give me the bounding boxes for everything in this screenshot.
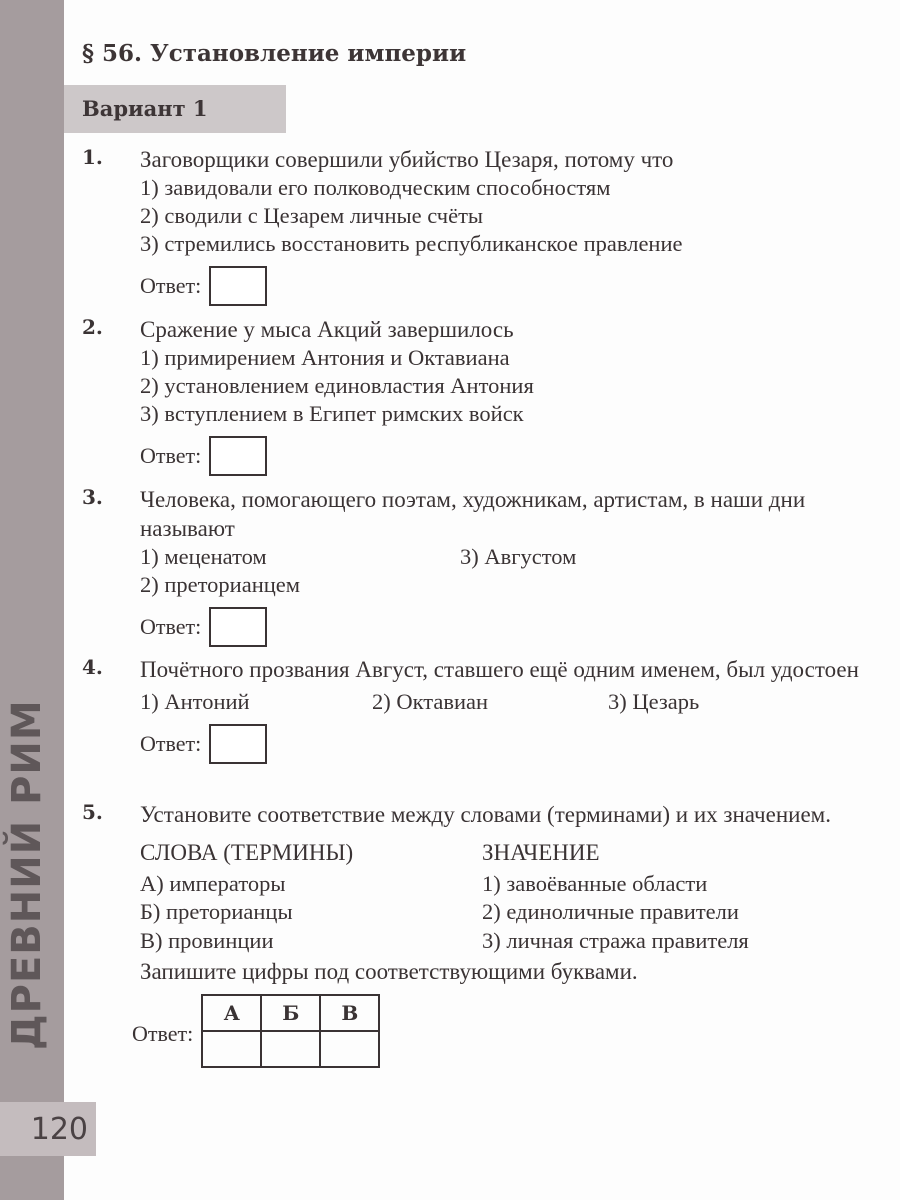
section-title: § 56. Установление империи (82, 40, 467, 67)
answer-cell-a[interactable] (202, 1031, 261, 1067)
answer-box[interactable] (209, 724, 267, 764)
answer-table (201, 994, 380, 1068)
answer-row (140, 436, 882, 476)
answer-label: Ответ: (140, 731, 202, 756)
term-v: В) провинции (140, 927, 274, 953)
option-1: 1) примирением Антония и Октавиана (140, 345, 510, 370)
meaning-3: 3) личная стража правителя (482, 927, 749, 953)
answer-label: Ответ: (132, 1021, 194, 1046)
option-2: 2) Октавиан (372, 689, 489, 714)
question-number: 5. (82, 800, 103, 824)
question-number: 4. (82, 655, 103, 679)
sidebar-vertical-title: ДРЕВНИЙ РИМ (4, 699, 50, 1050)
question-text: Почётного прозвания Август, ставшего ещё одним именем, был удостоен (140, 657, 859, 682)
terms-column (140, 839, 482, 955)
question-4 (82, 655, 882, 764)
option-3: 3) вступлением в Египет римских войск (140, 401, 524, 426)
meanings-header: ЗНАЧЕНИЕ (482, 840, 600, 865)
question-text: Человека, помогающего поэтам, художникам, артистам, в наши дни называют (140, 487, 806, 541)
answer-box[interactable] (209, 266, 267, 306)
option-3: 3) Августом (460, 544, 577, 569)
option-1: 1) завидовали его полководческим способностям (140, 175, 611, 200)
table-header-b: Б (261, 995, 320, 1031)
meanings-column (482, 839, 749, 955)
answer-label: Ответ: (140, 443, 202, 468)
option-3: 3) Цезарь (608, 689, 700, 714)
answer-box[interactable] (209, 607, 267, 647)
option-2: 2) преторианцем (140, 572, 301, 597)
option-2: 2) сводили с Цезарем личные счёты (140, 203, 484, 228)
answer-row (140, 266, 882, 306)
question-number: 2. (82, 315, 103, 339)
instruction-text: Запишите цифры под соответствующими буквами. (140, 959, 638, 984)
answer-label: Ответ: (140, 614, 202, 639)
answer-cell-v[interactable] (320, 1031, 379, 1067)
answer-box[interactable] (209, 436, 267, 476)
question-number: 1. (82, 145, 103, 169)
page-number: 120 (0, 1102, 96, 1156)
question-number: 3. (82, 485, 103, 509)
matching-columns (140, 839, 880, 955)
answer-row (132, 994, 880, 1068)
table-header-v: В (320, 995, 379, 1031)
meaning-1: 1) завоёванные области (482, 870, 708, 896)
term-b: Б) преторианцы (140, 899, 293, 924)
answer-row (140, 607, 880, 647)
option-1: 1) меценатом (140, 544, 267, 569)
question-2 (82, 315, 882, 476)
question-1 (82, 145, 882, 306)
answer-row (140, 724, 870, 764)
question-text: Сражение у мыса Акций завершилось (140, 317, 514, 342)
option-2: 2) установлением единовластия Антония (140, 373, 534, 398)
variant-label: Вариант 1 (82, 96, 208, 121)
meaning-2: 2) единоличные правители (482, 899, 739, 924)
answer-cell-b[interactable] (261, 1031, 320, 1067)
question-text: Установите соответствие между словами (терминами) и их значением. (140, 802, 831, 827)
question-3 (82, 485, 882, 647)
terms-header: СЛОВА (ТЕРМИНЫ) (140, 840, 354, 865)
table-header-a: А (202, 995, 261, 1031)
term-a: А) императоры (140, 870, 286, 896)
option-3: 3) стремились восстановить республиканское правление (140, 231, 683, 256)
option-1: 1) Антоний (140, 689, 250, 714)
question-5 (82, 800, 882, 1068)
question-text: Заговорщики совершили убийство Цезаря, потому что (140, 147, 674, 172)
answer-label: Ответ: (140, 273, 202, 298)
